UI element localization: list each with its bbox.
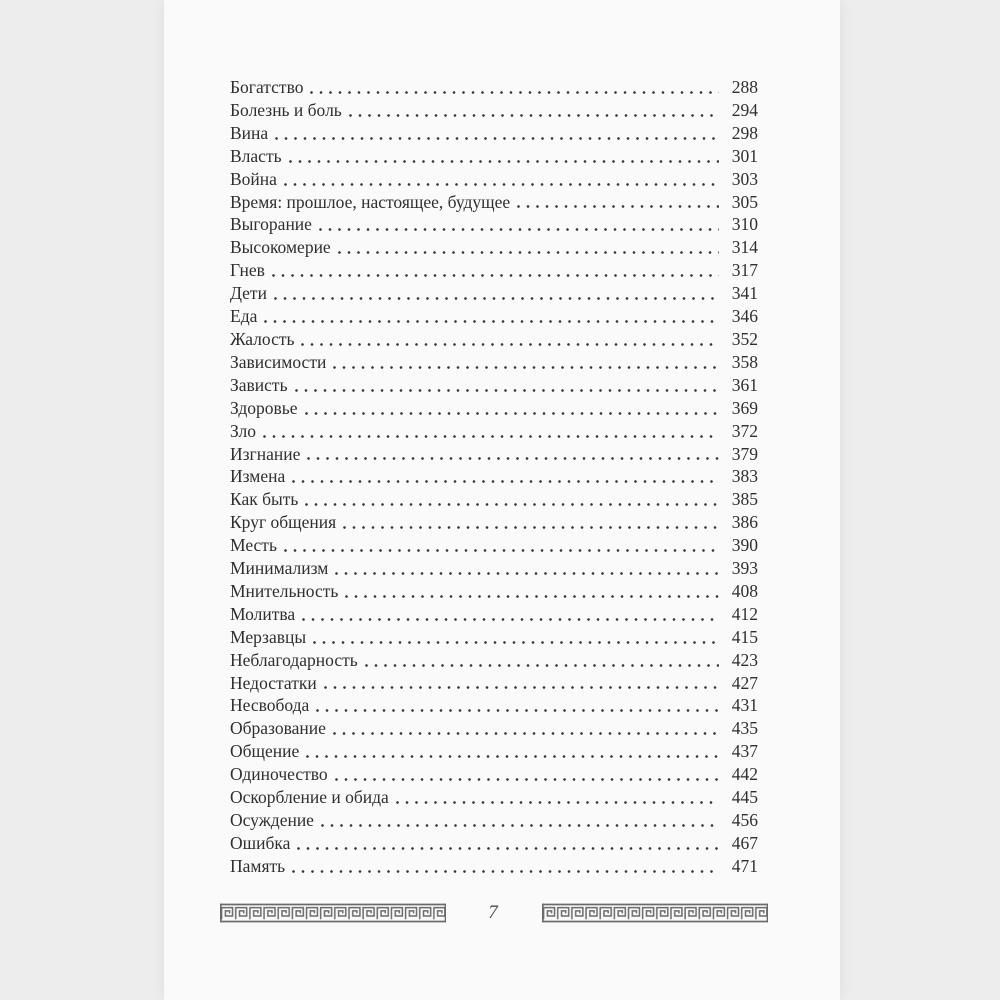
toc-entry-title: Война <box>230 168 277 189</box>
toc-entry-title: Высокомерие <box>230 237 331 258</box>
toc-entry-page: 372 <box>731 420 758 441</box>
toc-list <box>230 76 758 878</box>
dotted-leader <box>310 76 719 99</box>
toc-entry-page: 431 <box>731 695 758 716</box>
toc-entry-page: 317 <box>731 260 758 281</box>
toc-entry-page: 415 <box>731 626 758 647</box>
toc-entry-page: 386 <box>731 512 758 533</box>
toc-entry-page: 310 <box>731 214 758 235</box>
dotted-leader <box>284 168 719 191</box>
page-footer <box>220 900 768 926</box>
toc-entry <box>230 855 758 878</box>
dotted-leader <box>396 786 719 809</box>
toc-entry-title: Молитва <box>230 603 296 624</box>
toc-entry <box>230 763 758 786</box>
toc-entry <box>230 809 758 832</box>
toc-entry <box>230 305 758 328</box>
toc-entry <box>230 397 758 420</box>
toc-entry-title: Болезнь и боль <box>230 99 342 120</box>
dotted-leader <box>307 443 719 466</box>
toc-entry-page: 445 <box>731 787 758 808</box>
toc-entry <box>230 145 758 168</box>
toc-entry-title: Оскорбление и обида <box>230 787 389 808</box>
toc-entry-title: Власть <box>230 145 282 166</box>
dotted-leader <box>321 809 719 832</box>
dotted-leader <box>295 374 719 397</box>
toc-entry-title: Месть <box>230 535 277 556</box>
toc-entry <box>230 672 758 695</box>
toc-entry-title: Здоровье <box>230 397 298 418</box>
toc-entry <box>230 213 758 236</box>
toc-entry-title: Недостатки <box>230 672 317 693</box>
toc-entry-title: Зависимости <box>230 351 327 372</box>
toc-entry-page: 467 <box>731 832 758 853</box>
dotted-leader <box>349 99 719 122</box>
toc-entry-page: 435 <box>731 718 758 739</box>
page <box>164 0 840 1000</box>
greek-key-ornament-left <box>220 900 446 926</box>
toc-entry <box>230 717 758 740</box>
toc-entry-page: 305 <box>731 191 758 212</box>
toc-entry <box>230 443 758 466</box>
dotted-leader <box>264 305 719 328</box>
toc-entry-page: 314 <box>731 237 758 258</box>
dotted-leader <box>517 191 719 214</box>
toc-entry <box>230 351 758 374</box>
toc-entry-page: 471 <box>731 855 758 876</box>
toc-entry-page: 294 <box>731 99 758 120</box>
toc-entry-page: 298 <box>731 122 758 143</box>
dotted-leader <box>305 488 719 511</box>
toc-entry <box>230 488 758 511</box>
toc-entry-page: 358 <box>731 351 758 372</box>
toc-entry <box>230 420 758 443</box>
page-number: 7 <box>488 902 498 923</box>
toc-entry-title: Дети <box>230 283 267 304</box>
dotted-leader <box>324 672 719 695</box>
toc-entry-title: Мнительность <box>230 580 339 601</box>
toc-entry-title: Мерзавцы <box>230 626 307 647</box>
toc-entry-page: 427 <box>731 672 758 693</box>
toc-entry-page: 341 <box>731 283 758 304</box>
toc-entry-title: Зависть <box>230 374 288 395</box>
toc-entry-title: Время: прошлое, настоящее, будущее <box>230 191 511 212</box>
toc-entry-title: Неблагодарность <box>230 649 358 670</box>
dotted-leader <box>292 855 719 878</box>
toc-entry <box>230 122 758 145</box>
toc-entry-title: Ошибка <box>230 832 291 853</box>
toc-entry-title: Осуждение <box>230 810 314 830</box>
toc-entry <box>230 236 758 259</box>
toc-entry-page: 442 <box>731 764 758 785</box>
toc-entry <box>230 626 758 649</box>
toc-entry-page: 383 <box>731 466 758 487</box>
toc-entry <box>230 328 758 351</box>
toc-entry <box>230 694 758 717</box>
toc-entry-page: 361 <box>731 374 758 395</box>
toc-entry-page: 408 <box>731 580 758 601</box>
toc-entry-title: Еда <box>230 306 258 327</box>
toc-entry <box>230 557 758 580</box>
toc-entry <box>230 191 758 214</box>
toc-entry-page: 379 <box>731 443 758 464</box>
dotted-leader <box>316 694 719 717</box>
toc-entry-title: Измена <box>230 466 286 487</box>
dotted-leader <box>365 649 719 672</box>
toc-entry <box>230 580 758 603</box>
toc-entry <box>230 534 758 557</box>
toc-entry-page: 456 <box>731 810 758 830</box>
toc-entry-title: Память <box>230 855 286 876</box>
toc-entry <box>230 465 758 488</box>
toc-entry-title: Круг общения <box>230 512 337 533</box>
toc-entry-title: Общение <box>230 741 300 762</box>
toc-entry-page: 352 <box>731 328 758 349</box>
dotted-leader <box>333 351 719 374</box>
dotted-leader <box>297 832 719 855</box>
toc-entry <box>230 603 758 626</box>
dotted-leader <box>289 145 719 168</box>
toc-entry-title: Как быть <box>230 489 299 510</box>
toc-entry-title: Несвобода <box>230 695 310 716</box>
dotted-leader <box>275 122 719 145</box>
dotted-leader <box>335 557 719 580</box>
dotted-leader <box>301 328 719 351</box>
toc-entry <box>230 649 758 672</box>
toc-entry-title: Гнев <box>230 260 265 281</box>
toc-entry <box>230 168 758 191</box>
toc-entry-title: Жалость <box>230 328 295 349</box>
dotted-leader <box>292 465 719 488</box>
toc-entry-page: 423 <box>731 649 758 670</box>
dotted-leader <box>338 236 719 259</box>
toc-entry <box>230 76 758 99</box>
toc-entry <box>230 99 758 122</box>
dotted-leader <box>335 763 719 786</box>
dotted-leader <box>313 626 719 649</box>
toc-entry <box>230 832 758 855</box>
dotted-leader <box>284 534 719 557</box>
toc-entry-page: 385 <box>731 489 758 510</box>
toc-entry-page: 412 <box>731 603 758 624</box>
toc-entry-page: 437 <box>731 741 758 762</box>
toc-entry-page: 346 <box>731 306 758 327</box>
toc-entry-title: Одиночество <box>230 764 328 785</box>
toc-entry-title: Образование <box>230 718 326 739</box>
toc-entry-title: Вина <box>230 122 269 143</box>
toc-entry-page: 369 <box>731 397 758 418</box>
dotted-leader <box>306 740 719 763</box>
toc-entry-title: Зло <box>230 420 257 441</box>
toc-entry-page: 288 <box>731 77 758 97</box>
toc-entry <box>230 282 758 305</box>
dotted-leader <box>302 603 719 626</box>
toc-entry-title: Богатство <box>230 77 304 97</box>
toc-entry-page: 390 <box>731 535 758 556</box>
toc-entry-title: Изгнание <box>230 443 301 464</box>
toc-entry <box>230 786 758 809</box>
dotted-leader <box>343 511 719 534</box>
toc-entry <box>230 259 758 282</box>
dotted-leader <box>263 420 719 443</box>
dotted-leader <box>305 397 720 420</box>
dotted-leader <box>345 580 719 603</box>
toc-entry-page: 301 <box>731 145 758 166</box>
toc-entry-page: 303 <box>731 168 758 189</box>
toc-entry-title: Минимализм <box>230 558 329 579</box>
dotted-leader <box>274 282 719 305</box>
dotted-leader <box>272 259 719 282</box>
toc-entry-title: Выгорание <box>230 214 312 235</box>
toc-entry <box>230 374 758 397</box>
dotted-leader <box>319 213 719 236</box>
greek-key-ornament-right <box>542 900 768 926</box>
toc-entry <box>230 511 758 534</box>
toc-entry <box>230 740 758 763</box>
toc-entry-page: 393 <box>731 558 758 579</box>
dotted-leader <box>333 717 719 740</box>
